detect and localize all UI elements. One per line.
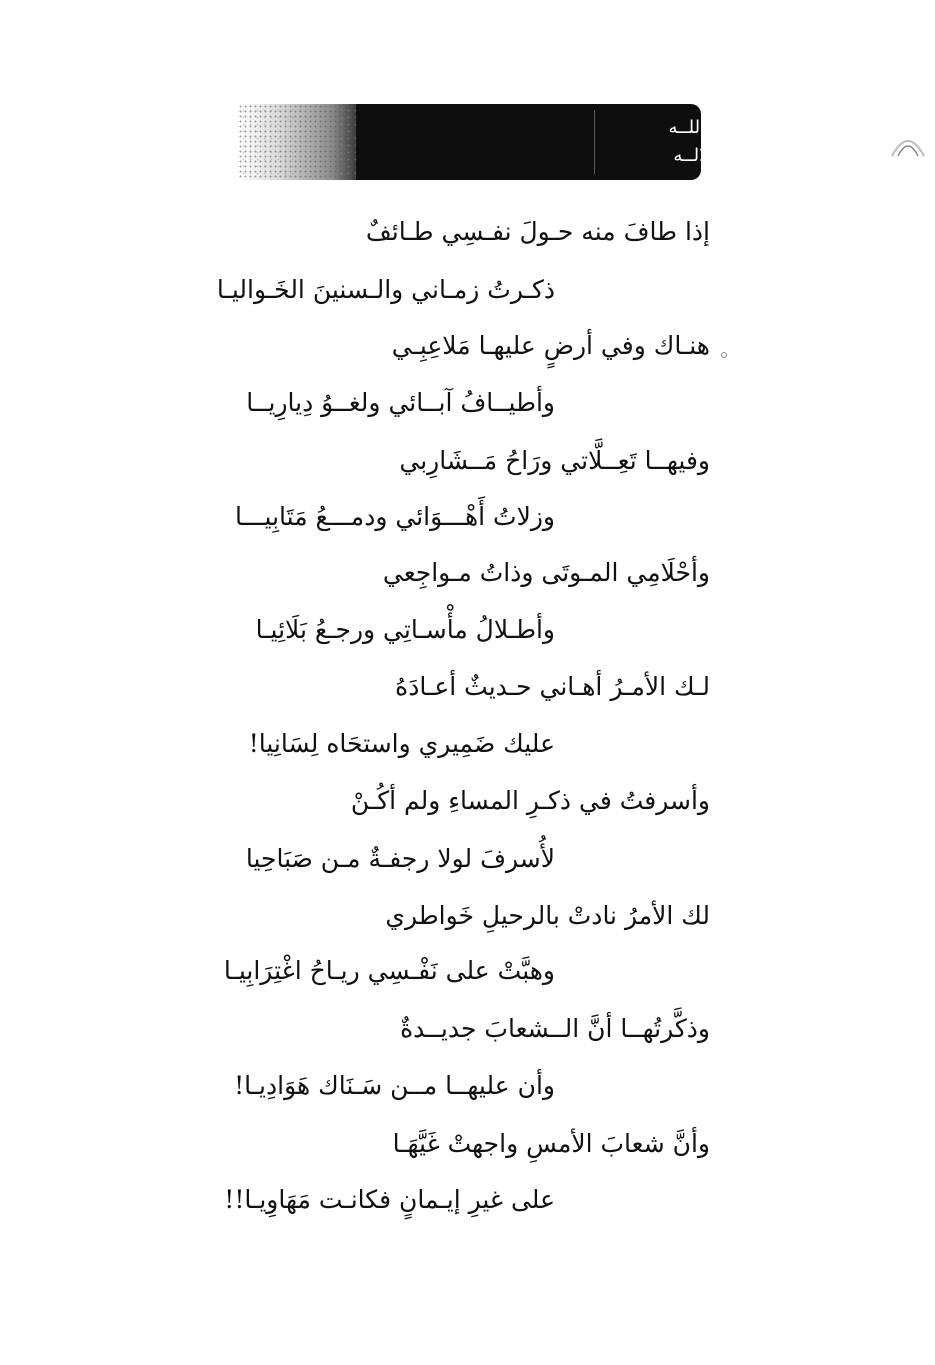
banner-title-line-2: جـل جـلالــه	[673, 145, 762, 166]
verse-line: هنـاك وفي أرضٍ عليهـا مَلاعِبِـي	[391, 331, 710, 360]
verse-line: عليك ضَمِيري واستحَاه لِسَانِيا!	[248, 729, 555, 758]
verse-line: وأحْلَامِي المـوتَى وذاتُ مـواجِعي	[382, 558, 710, 587]
verse-line: وهبَّتْ على نَفْـسِي ريـاحُ اغْتِرَابِيـا	[223, 956, 555, 985]
verse-line: على غيرِ إيـمانٍ فكانـت مَهَاوِيـا!!	[224, 1185, 555, 1214]
verse-line: وأسرفتُ في ذكـرِ المساءِ ولم أكُـنْ	[350, 786, 710, 815]
verse-line: وأنَّ شعابَ الأمسِ واجهتْ غَيَّهَـا	[392, 1129, 710, 1158]
verse-line: وأطـلالُ مأْسـاتِي ورجـعُ بَلَائِيـا	[255, 615, 555, 644]
verse-line: لـك الأمـرُ أهـاني حـديثٌ أعـادَهُ	[395, 672, 710, 701]
verse-line: وفيهــا تَعِــلَّاتي ورَاحُ مَــشَارِبي	[399, 446, 710, 475]
banner-title-line-1: تعظـيم اللــه	[668, 117, 762, 138]
verse-line: وزلاتُ أَهْـــوَائي ودمـــعُ مَتَابِيـــا	[234, 502, 555, 531]
verse-line: إذا طافَ منه حـولَ نفـسِي طـائفٌ	[365, 217, 710, 246]
verse-line: ذكـرتُ زمـاني والـسنينَ الخَـواليـا	[216, 275, 555, 304]
verse-line: وأن عليهــا مــن سَـنَاك هَوَادِيـا!	[234, 1071, 555, 1100]
verse-line: لأُسرفَ لولا رجفـةٌ مـن صَبَاحِيا	[245, 844, 555, 873]
verse-line: وذكَّرتُهــا أنَّ الــشعابَ جديــدةٌ	[400, 1014, 710, 1043]
verse-line: لك الأمرُ نادتْ بالرحيلِ خَواطري	[385, 901, 710, 930]
calligraphy-logo: الله	[804, 123, 858, 164]
verse-line: وأطيــافُ آبــائي ولغــوُ دِيارِيــا	[246, 388, 555, 417]
